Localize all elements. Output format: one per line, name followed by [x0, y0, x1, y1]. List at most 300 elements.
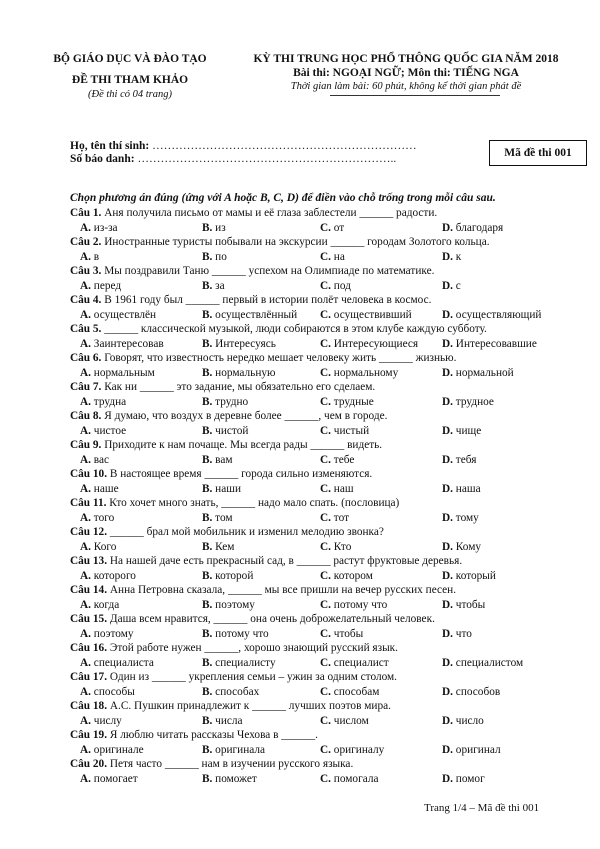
option-text: потому что: [212, 627, 269, 640]
option-text: из: [212, 221, 226, 234]
answer-option[interactable]: [320, 627, 363, 642]
option-letter: D.: [442, 598, 453, 611]
option-letter: B.: [202, 540, 213, 553]
option-text: помог: [452, 772, 485, 785]
answer-option[interactable]: [320, 743, 384, 758]
option-letter: D.: [442, 511, 453, 524]
question-text: В 1961 году был ______ первый в истории полёт человека в космос.: [101, 294, 432, 306]
option-text: с: [452, 279, 461, 292]
time-note: Thời gian làm bài: 60 phút, không kể thời gian phát đề: [290, 81, 522, 92]
question-text: Мы поздравили Таню ______ успехом на Олимпиаде по математике.: [101, 265, 435, 277]
question-list: [70, 206, 590, 786]
question-label: Câu 14.: [70, 584, 108, 596]
answer-option[interactable]: [442, 482, 481, 497]
option-letter: C.: [320, 540, 331, 553]
answer-option[interactable]: [202, 453, 233, 468]
question-label: Câu 10.: [70, 468, 108, 480]
question-text: Аня получила письмо от мамы и её глаза заблестели ______ радости.: [101, 207, 438, 219]
answer-option[interactable]: [80, 337, 164, 352]
option-text: специалист: [330, 656, 389, 669]
question-stem: [70, 641, 590, 656]
option-text: от: [330, 221, 345, 234]
answer-option[interactable]: [80, 540, 116, 555]
answer-option[interactable]: [442, 772, 485, 787]
answer-option[interactable]: [442, 714, 484, 729]
answer-option[interactable]: [202, 308, 297, 323]
answer-option[interactable]: [320, 337, 418, 352]
option-text: оригиналу: [330, 743, 385, 756]
student-id-dots: …………………………………………………………..: [134, 153, 397, 165]
option-text: того: [90, 511, 115, 524]
answer-option[interactable]: [80, 772, 138, 787]
option-letter: B.: [202, 685, 213, 698]
option-letter: B.: [202, 511, 213, 524]
option-letter: C.: [320, 308, 331, 321]
answer-option[interactable]: [80, 366, 155, 381]
question-12: [70, 525, 590, 554]
question-text: Я люблю читать рассказы Чехова в ______.: [107, 729, 318, 741]
answer-option[interactable]: [202, 540, 234, 555]
option-text: под: [330, 279, 351, 292]
option-letter: A.: [80, 424, 91, 437]
question-stem: [70, 409, 590, 424]
option-text: помогала: [330, 772, 379, 785]
answer-options: [70, 279, 590, 294]
question-stem: [70, 322, 590, 337]
option-text: который: [452, 569, 496, 582]
question-text: Говорят, что известность нередко мешает человеку жить ______ жизнью.: [101, 352, 457, 364]
question-text: ______ брал мой мобильник и изменил мелодию звонка?: [107, 526, 384, 538]
answer-option[interactable]: [442, 540, 481, 555]
answer-option[interactable]: [442, 366, 514, 381]
answer-option[interactable]: [80, 308, 156, 323]
option-letter: A.: [80, 540, 91, 553]
option-text: осуществлён: [90, 308, 157, 321]
answer-option[interactable]: [442, 569, 496, 584]
answer-option[interactable]: [80, 743, 144, 758]
option-text: трудно: [212, 395, 249, 408]
option-text: Интересовавшие: [452, 337, 537, 350]
question-text: Петя часто ______ нам в изучении русского языка.: [107, 758, 354, 770]
question-stem: [70, 583, 590, 598]
exam-code-box: Mã đề thi 001: [489, 140, 587, 166]
option-letter: A.: [80, 714, 91, 727]
option-letter: D.: [442, 482, 453, 495]
option-letter: A.: [80, 656, 91, 669]
answer-option[interactable]: [442, 337, 537, 352]
option-letter: A.: [80, 395, 91, 408]
option-text: оригинал: [452, 743, 501, 756]
answer-option[interactable]: [320, 453, 354, 468]
option-letter: D.: [442, 656, 453, 669]
answer-option[interactable]: [320, 424, 369, 439]
answer-option[interactable]: [202, 743, 265, 758]
question-stem: [70, 438, 590, 453]
question-13: [70, 554, 590, 583]
option-text: вас: [90, 453, 110, 466]
answer-option[interactable]: [202, 250, 227, 265]
question-text: Один из ______ укрепления семьи – ужин за одним столом.: [107, 671, 398, 683]
option-letter: C.: [320, 337, 331, 350]
answer-option[interactable]: [80, 569, 136, 584]
option-letter: C.: [320, 772, 331, 785]
option-letter: D.: [442, 279, 453, 292]
answer-options: [70, 743, 590, 758]
answer-option[interactable]: [202, 598, 255, 613]
option-letter: D.: [442, 250, 453, 263]
question-stem: [70, 554, 590, 569]
option-letter: C.: [320, 627, 331, 640]
option-letter: D.: [442, 366, 453, 379]
answer-options: [70, 511, 590, 526]
option-letter: B.: [202, 627, 213, 640]
option-letter: A.: [80, 453, 91, 466]
answer-option[interactable]: [442, 279, 461, 294]
option-letter: A.: [80, 337, 91, 350]
option-text: перед: [90, 279, 122, 292]
option-letter: A.: [80, 511, 91, 524]
question-label: Câu 8.: [70, 410, 102, 422]
question-6: [70, 351, 590, 380]
answer-options: [70, 540, 590, 555]
question-label: Câu 11.: [70, 497, 107, 509]
answer-options: [70, 424, 590, 439]
question-text: В настоящее время ______ города сильно изменяются.: [107, 468, 373, 480]
option-text: Кого: [90, 540, 117, 553]
option-letter: A.: [80, 250, 91, 263]
question-10: [70, 467, 590, 496]
answer-option[interactable]: [320, 279, 351, 294]
question-text: А.С. Пушкин принадлежит к ______ лучших поэтов мира.: [107, 700, 391, 712]
option-text: поможет: [212, 772, 257, 785]
answer-option[interactable]: [202, 627, 269, 642]
answer-option[interactable]: [320, 250, 345, 265]
option-letter: A.: [80, 569, 91, 582]
answer-option[interactable]: [320, 598, 387, 613]
answer-option[interactable]: [442, 308, 541, 323]
option-text: чтобы: [452, 598, 486, 611]
option-text: Интересуясь: [212, 337, 276, 350]
answer-option[interactable]: [202, 685, 259, 700]
question-label: Câu 15.: [70, 613, 108, 625]
question-label: Câu 6.: [70, 352, 102, 364]
answer-option[interactable]: [80, 511, 114, 526]
option-letter: B.: [202, 279, 213, 292]
answer-option[interactable]: [202, 569, 253, 584]
question-3: [70, 264, 590, 293]
option-text: Кому: [452, 540, 482, 553]
answer-option[interactable]: [320, 221, 344, 236]
question-stem: [70, 351, 590, 366]
option-text: вам: [212, 453, 233, 466]
option-text: осуществляющий: [452, 308, 542, 321]
answer-option[interactable]: [202, 714, 243, 729]
question-label: Câu 7.: [70, 381, 102, 393]
question-stem: [70, 293, 590, 308]
question-label: Câu 20.: [70, 758, 108, 770]
option-letter: C.: [320, 511, 331, 524]
question-text: Как ни ______ это задание, мы обязательно его сделаем.: [101, 381, 376, 393]
option-letter: D.: [442, 540, 453, 553]
option-text: которой: [212, 569, 254, 582]
option-text: чистой: [212, 424, 249, 437]
question-1: [70, 206, 590, 235]
answer-option[interactable]: [202, 221, 226, 236]
answer-option[interactable]: [442, 221, 503, 236]
question-label: Câu 4.: [70, 294, 102, 306]
option-letter: B.: [202, 656, 213, 669]
answer-options: [70, 308, 590, 323]
option-text: специалистом: [452, 656, 524, 669]
option-text: тому: [452, 511, 479, 524]
option-text: поэтому: [212, 598, 255, 611]
answer-option[interactable]: [202, 279, 225, 294]
answer-options: [70, 366, 590, 381]
option-letter: D.: [442, 569, 453, 582]
option-text: трудные: [330, 395, 374, 408]
answer-option[interactable]: [80, 453, 109, 468]
question-text: На нашей даче есть прекрасный сад, в ______ растут фруктовые деревья.: [107, 555, 463, 567]
option-text: числу: [90, 714, 122, 727]
question-label: Câu 3.: [70, 265, 102, 277]
answer-option[interactable]: [80, 685, 135, 700]
page-count-note: (Đề thi có 04 trang): [88, 89, 172, 100]
question-text: Иностранные туристы побывали на экскурсии ______ городам Золотого кольца.: [101, 236, 490, 248]
option-letter: C.: [320, 598, 331, 611]
question-label: Câu 12.: [70, 526, 108, 538]
answer-option[interactable]: [202, 772, 257, 787]
question-stem: [70, 525, 590, 540]
answer-option[interactable]: [320, 482, 354, 497]
student-name-dots: ……………………………………………………………: [149, 140, 417, 152]
question-19: [70, 728, 590, 757]
answer-option[interactable]: [442, 424, 481, 439]
option-text: наши: [212, 482, 241, 495]
answer-option[interactable]: [320, 685, 379, 700]
option-letter: D.: [442, 337, 453, 350]
answer-option[interactable]: [442, 685, 500, 700]
option-letter: B.: [202, 714, 213, 727]
option-text: чистое: [90, 424, 127, 437]
question-4: [70, 293, 590, 322]
answer-option[interactable]: [80, 714, 122, 729]
option-text: оригинале: [90, 743, 144, 756]
answer-option[interactable]: [202, 424, 248, 439]
option-text: что: [452, 627, 472, 640]
question-label: Câu 18.: [70, 700, 108, 712]
subject-line: Bài thi: NGOẠI NGỮ; Môn thi: TIẾNG NGA: [293, 67, 519, 79]
answer-option[interactable]: [320, 308, 412, 323]
option-letter: B.: [202, 598, 213, 611]
option-text: способы: [90, 685, 135, 698]
option-letter: D.: [442, 714, 453, 727]
option-text: числа: [212, 714, 243, 727]
answer-option[interactable]: [320, 772, 378, 787]
answer-option[interactable]: [320, 569, 373, 584]
option-text: числом: [330, 714, 369, 727]
option-letter: D.: [442, 772, 453, 785]
answer-option[interactable]: [442, 656, 523, 671]
answer-option[interactable]: [320, 714, 369, 729]
answer-option[interactable]: [202, 366, 275, 381]
answer-options: [70, 598, 590, 613]
exam-type: ĐỀ THI THAM KHẢO: [71, 74, 189, 86]
question-text: Я думаю, что воздух в деревне более ______, чем в городе.: [101, 410, 388, 422]
option-text: осуществивший: [330, 308, 412, 321]
question-stem: [70, 728, 590, 743]
answer-option[interactable]: [80, 424, 126, 439]
question-11: [70, 496, 590, 525]
option-letter: A.: [80, 279, 91, 292]
instruction: Chọn phương án đúng (ứng với A hoặc B, C, D) để điền vào chỗ trống trong mỗi câu sau.: [70, 192, 496, 204]
option-text: число: [452, 714, 484, 727]
answer-options: [70, 714, 590, 729]
exam-title: KỲ THI TRUNG HỌC PHỔ THÔNG QUỐC GIA NĂM 2018: [253, 53, 559, 65]
option-text: оригинала: [212, 743, 266, 756]
answer-options: [70, 453, 590, 468]
option-text: потому что: [330, 598, 388, 611]
question-stem: [70, 612, 590, 627]
question-stem: [70, 235, 590, 250]
option-letter: A.: [80, 221, 91, 234]
option-letter: B.: [202, 569, 213, 582]
option-letter: C.: [320, 395, 331, 408]
option-text: поэтому: [90, 627, 134, 640]
option-text: чистый: [330, 424, 370, 437]
option-letter: B.: [202, 743, 213, 756]
answer-option[interactable]: [80, 221, 118, 236]
option-text: осуществлённый: [212, 308, 298, 321]
option-text: наша: [452, 482, 481, 495]
answer-option[interactable]: [80, 656, 154, 671]
option-text: в: [90, 250, 100, 263]
option-letter: C.: [320, 743, 331, 756]
option-letter: B.: [202, 453, 213, 466]
student-id-row[interactable]: [70, 153, 417, 166]
option-text: специалисту: [212, 656, 276, 669]
option-letter: C.: [320, 250, 331, 263]
option-letter: D.: [442, 221, 453, 234]
question-label: Câu 9.: [70, 439, 102, 451]
option-letter: A.: [80, 627, 91, 640]
question-15: [70, 612, 590, 641]
question-text: Кто хочет много знать, ______ надо мало спать. (пословица): [106, 497, 400, 509]
option-text: Кем: [212, 540, 235, 553]
answer-option[interactable]: [320, 511, 349, 526]
option-letter: D.: [442, 308, 453, 321]
option-text: которого: [90, 569, 136, 582]
answer-options: [70, 569, 590, 584]
page-footer: Trang 1/4 – Mã đề thi 001: [424, 802, 540, 814]
answer-option[interactable]: [80, 250, 99, 265]
option-letter: C.: [320, 366, 331, 379]
question-17: [70, 670, 590, 699]
answer-option[interactable]: [320, 656, 389, 671]
answer-option[interactable]: [442, 627, 472, 642]
question-stem: [70, 264, 590, 279]
question-stem: [70, 670, 590, 685]
answer-option[interactable]: [202, 337, 276, 352]
option-text: трудна: [90, 395, 127, 408]
option-letter: B.: [202, 424, 213, 437]
option-text: специалиста: [90, 656, 154, 669]
option-letter: D.: [442, 627, 453, 640]
option-letter: C.: [320, 714, 331, 727]
answer-option[interactable]: [320, 540, 351, 555]
option-text: помогает: [90, 772, 138, 785]
question-text: Приходите к нам почаще. Мы всегда рады ______ видеть.: [101, 439, 383, 451]
answer-option[interactable]: [202, 656, 276, 671]
student-name-row[interactable]: [70, 140, 417, 153]
answer-option[interactable]: [442, 250, 461, 265]
answer-option[interactable]: [442, 453, 476, 468]
answer-option[interactable]: [80, 395, 126, 410]
answer-option[interactable]: [80, 598, 119, 613]
answer-option[interactable]: [442, 511, 479, 526]
answer-options: [70, 685, 590, 700]
option-text: способам: [330, 685, 380, 698]
header-divider: [330, 95, 500, 96]
question-text: Этой работе нужен ______, хорошо знающий русский язык.: [107, 642, 398, 654]
answer-option[interactable]: [320, 366, 398, 381]
option-letter: C.: [320, 685, 331, 698]
option-text: наше: [90, 482, 119, 495]
option-letter: B.: [202, 221, 213, 234]
option-letter: C.: [320, 424, 331, 437]
option-text: наш: [330, 482, 354, 495]
answer-option[interactable]: [202, 395, 248, 410]
question-stem: [70, 467, 590, 482]
question-label: Câu 16.: [70, 642, 108, 654]
answer-options: [70, 772, 590, 787]
question-14: [70, 583, 590, 612]
question-label: Câu 5.: [70, 323, 102, 335]
question-20: [70, 757, 590, 786]
answer-option[interactable]: [80, 279, 121, 294]
question-18: [70, 699, 590, 728]
answer-options: [70, 221, 590, 236]
option-letter: B.: [202, 337, 213, 350]
option-text: к: [452, 250, 462, 263]
option-text: по: [212, 250, 227, 263]
answer-options: [70, 395, 590, 410]
option-text: нормальную: [212, 366, 276, 379]
option-letter: A.: [80, 743, 91, 756]
option-text: Интересующиеся: [330, 337, 419, 350]
answer-option[interactable]: [202, 511, 233, 526]
question-stem: [70, 496, 590, 511]
option-letter: B.: [202, 772, 213, 785]
option-text: способов: [452, 685, 501, 698]
question-stem: [70, 757, 590, 772]
option-letter: B.: [202, 395, 213, 408]
answer-option[interactable]: [80, 627, 134, 642]
answer-option[interactable]: [202, 482, 241, 497]
question-label: Câu 17.: [70, 671, 108, 683]
question-label: Câu 1.: [70, 207, 102, 219]
answer-option[interactable]: [442, 395, 494, 410]
option-letter: D.: [442, 453, 453, 466]
question-label: Câu 13.: [70, 555, 108, 567]
answer-option[interactable]: [442, 743, 501, 758]
question-stem: [70, 206, 590, 221]
answer-option[interactable]: [442, 598, 485, 613]
option-text: Заинтересовав: [90, 337, 164, 350]
question-5: [70, 322, 590, 351]
option-letter: C.: [320, 656, 331, 669]
answer-option[interactable]: [80, 482, 119, 497]
answer-option[interactable]: [320, 395, 374, 410]
